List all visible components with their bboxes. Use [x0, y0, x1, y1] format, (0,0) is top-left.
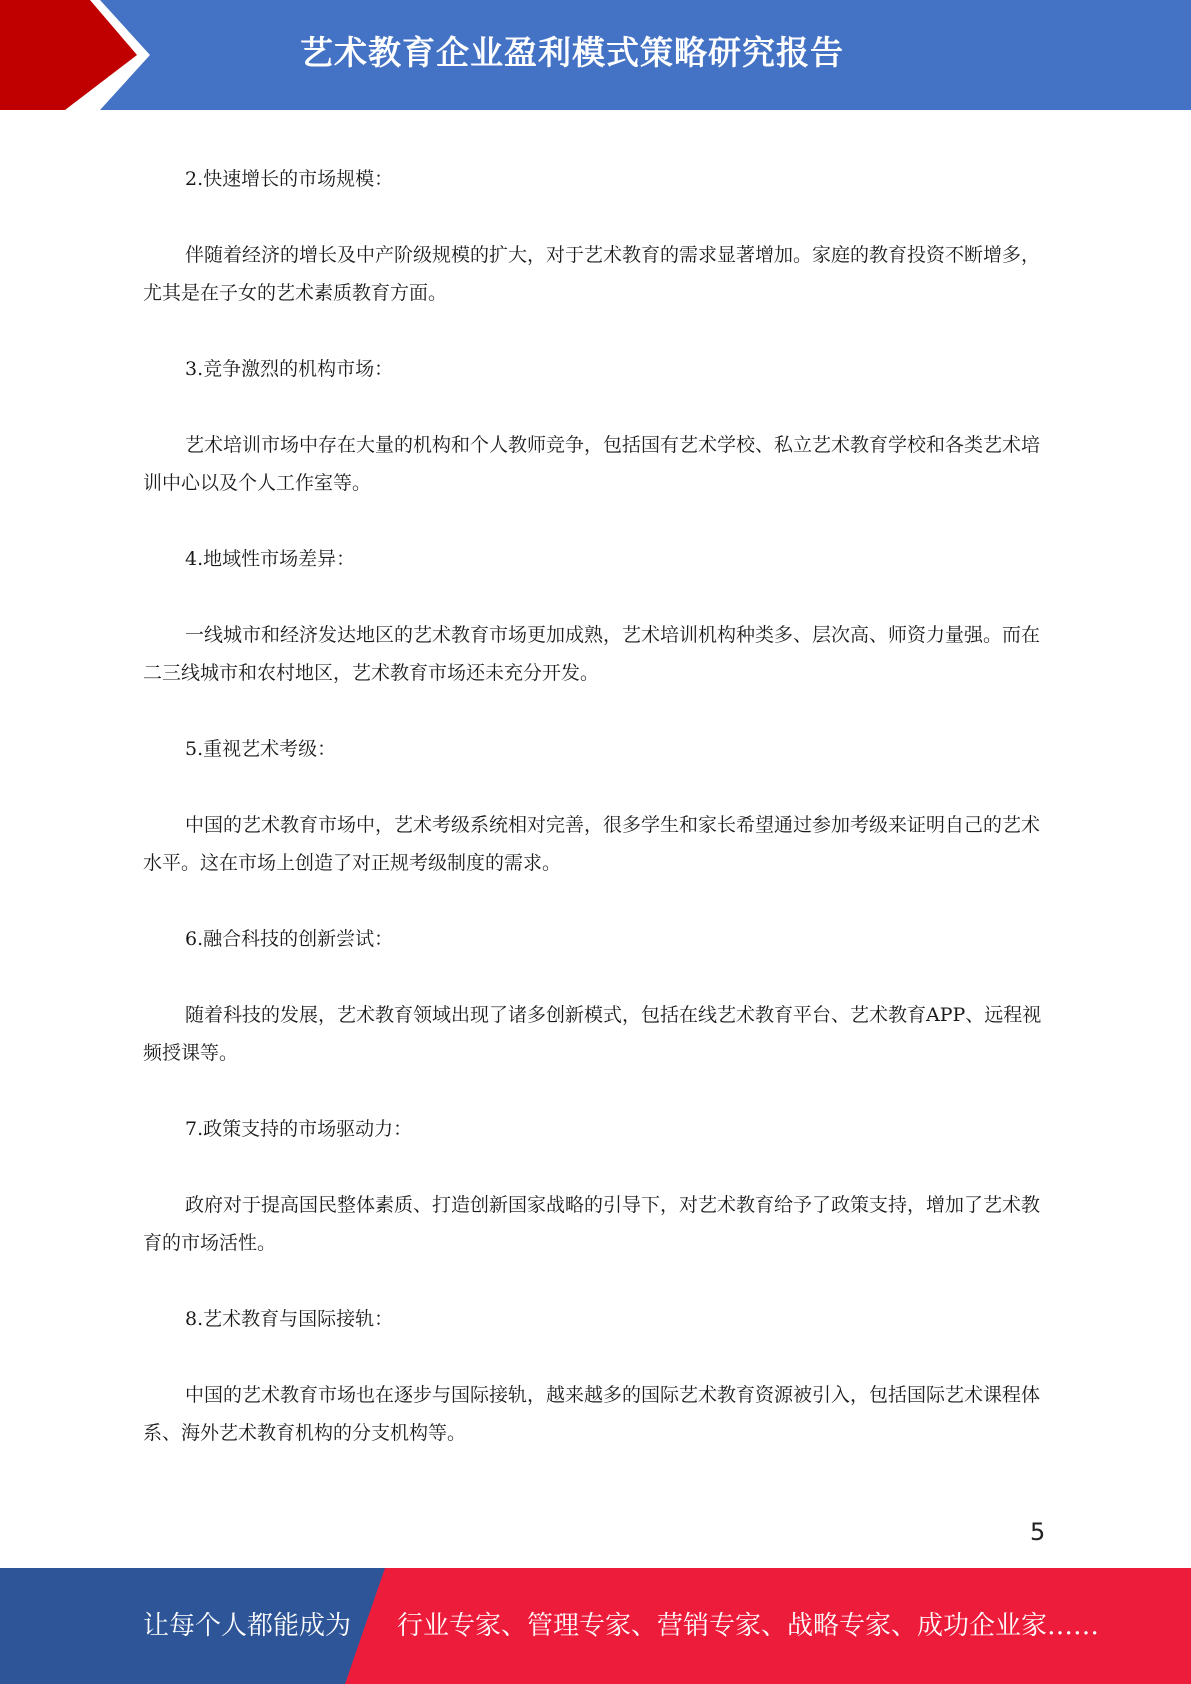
section-body: 一线城市和经济发达地区的艺术教育市场更加成熟，艺术培训机构种类多、层次高、师资力量强。而在二三线城市和农村地区，艺术教育市场还未充分开发。 [143, 624, 1041, 684]
section-body: 伴随着经济的增长及中产阶级规模的扩大，对于艺术教育的需求显著增加。家庭的教育投资不断增多，尤其是在子女的艺术素质教育方面。 [143, 244, 1041, 304]
report-content [143, 160, 1046, 1490]
document-title: 艺术教育企业盈利模式策略研究报告 [300, 33, 844, 72]
section-heading: 4.地域性市场差异： [185, 548, 356, 570]
section-body: 中国的艺术教育市场中，艺术考级系统相对完善，很多学生和家长希望通过参加考级来证明自己的艺术水平。这在市场上创造了对正规考级制度的需求。 [143, 814, 1041, 874]
header-banner [0, 0, 1191, 110]
section-body: 艺术培训市场中存在大量的机构和个人教师竞争，包括国有艺术学校、私立艺术教育学校和各类艺术培训中心以及个人工作室等。 [143, 434, 1041, 494]
section-heading: 8.艺术教育与国际接轨： [185, 1308, 394, 1330]
page-number: 5 [1030, 1518, 1046, 1546]
footer-slogan-left: 让每个人都能成为 [143, 1611, 352, 1641]
footer-banner [0, 1568, 1191, 1684]
section-heading: 5.重视艺术考级： [185, 738, 337, 760]
section-heading: 2.快速增长的市场规模： [185, 168, 394, 190]
footer-slogan-right: 行业专家、管理专家、营销专家、战略专家、成功企业家…… [397, 1611, 1100, 1641]
section-heading: 6.融合科技的创新尝试： [185, 928, 394, 950]
section-heading: 7.政策支持的市场驱动力： [185, 1118, 413, 1140]
section-heading: 3.竞争激烈的机构市场： [185, 358, 394, 380]
section-body: 随着科技的发展，艺术教育领域出现了诸多创新模式，包括在线艺术教育平台、艺术教育APP、远程视频授课等。 [143, 1004, 1042, 1064]
section-body: 政府对于提高国民整体素质、打造创新国家战略的引导下，对艺术教育给予了政策支持，增加了艺术教育的市场活性。 [143, 1194, 1041, 1254]
section-body: 中国的艺术教育市场也在逐步与国际接轨，越来越多的国际艺术教育资源被引入，包括国际艺术课程体系、海外艺术教育机构的分支机构等。 [143, 1384, 1041, 1444]
